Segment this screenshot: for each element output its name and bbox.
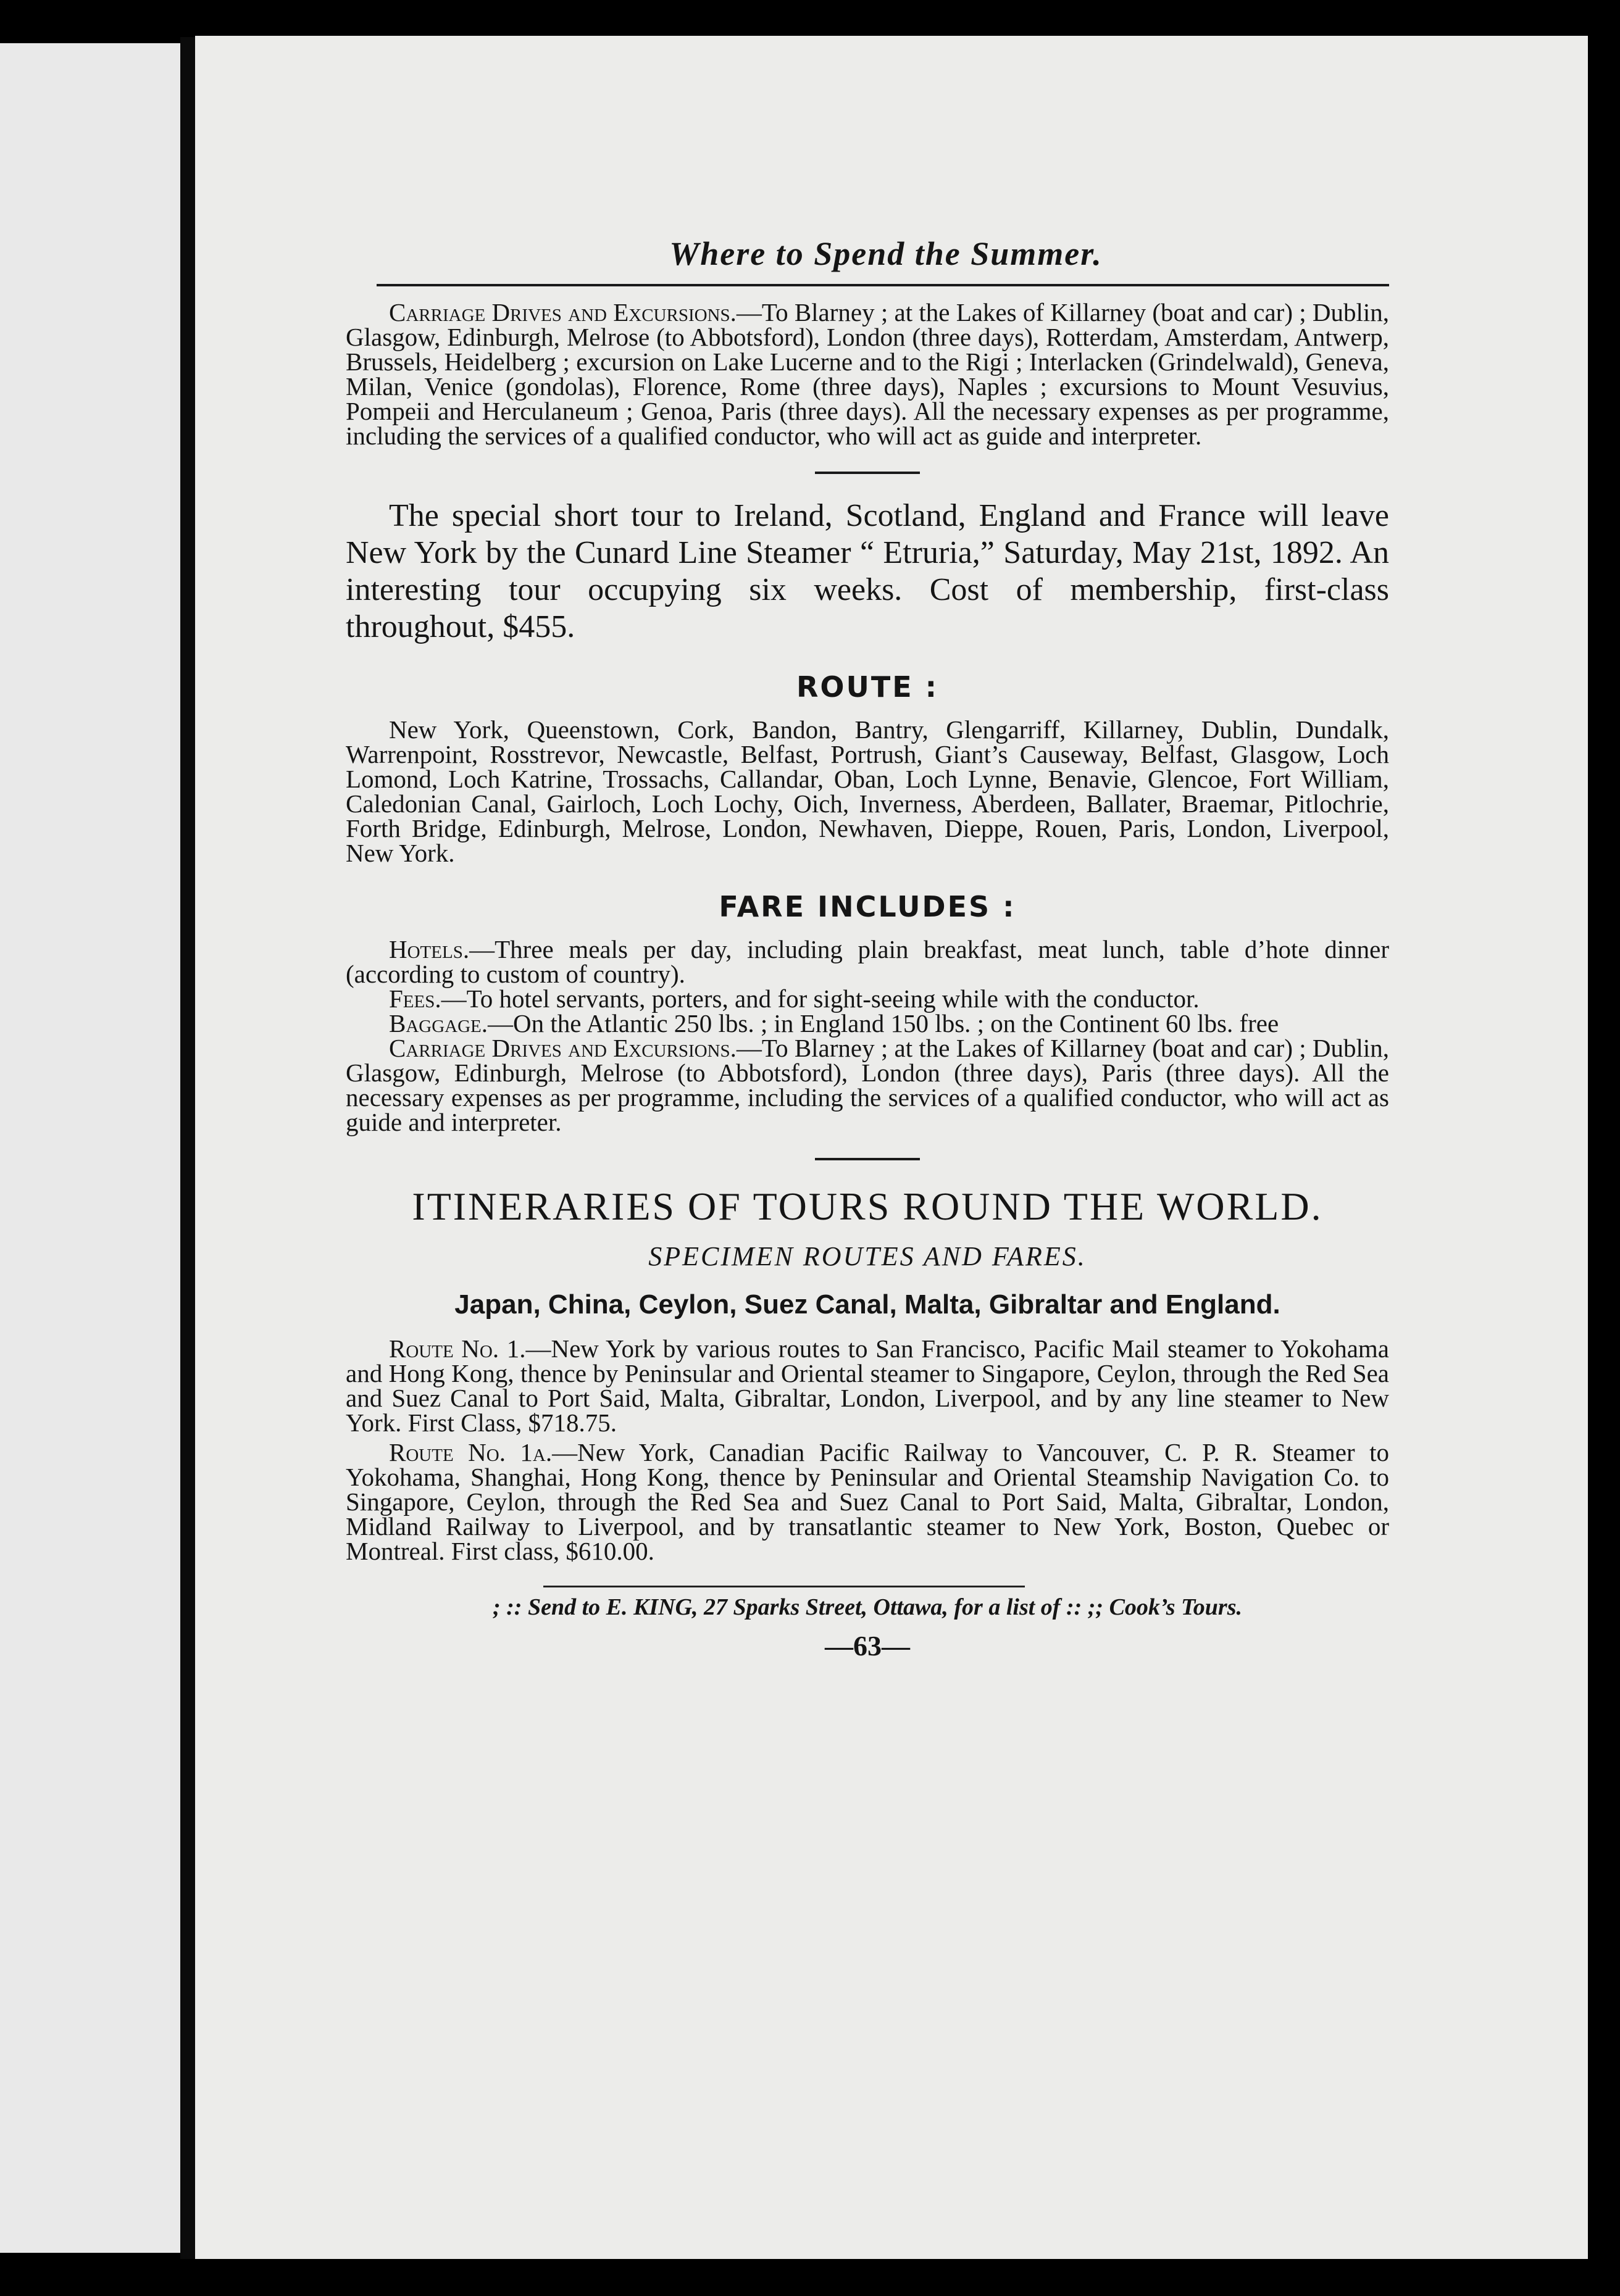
fare-hotels-text: —Three meals per day, including plain breakfast, meat lunch, table d’hote dinner (according to custom of country).: [346, 935, 1389, 988]
footer-rule: [543, 1586, 1025, 1587]
fare-fees: [346, 986, 1389, 1011]
fare-carriage-text: —To Blarney ; at the Lakes of Killarney (boat and car) ; Dublin, Glasgow, Edinburgh, Melrose (to Abbotsford), London (three days), Paris (three days). All the necessary expenses as per programme, including the services of a qualified conductor, who will act as guide and interpreter.: [346, 1034, 1390, 1136]
route-1a-text: —New York, Canadian Pacific Railway to Vancouver, C. P. R. Steamer to Yokohama, Shanghai, Hong Kong, thence by Peninsular and Oriental Steamship Navigation Co. to Singapore, Ceylon, through the Red Sea and Suez Canal to Port Said, Malta, Gibraltar, London, Midland Railway to Liverpool, and by transatlantic steamer to New York, Boston, Quebec or Montreal. First class, $610.00.: [346, 1438, 1390, 1565]
fare-baggage-lead: Baggage.: [389, 1009, 488, 1038]
footer-note: ; :: Send to E. KING, 27 Sparks Street, Ottawa, for a list of :: ;; Cook’s Tours.: [493, 1594, 1242, 1620]
fare-includes-heading: FARE INCLUDES :: [719, 890, 1016, 923]
fare-carriage: [346, 1036, 1389, 1134]
fare-hotels: [346, 937, 1389, 986]
running-head: Where to Spend the Summer.: [669, 235, 1103, 272]
route-group-title: Japan, China, Ceylon, Suez Canal, Malta, Gibraltar and England.: [454, 1289, 1280, 1320]
section-divider: [815, 472, 920, 474]
fare-fees-text: —To hotel servants, porters, and for sight-seeing while with the conductor.: [441, 984, 1200, 1013]
route-1: [346, 1336, 1389, 1435]
route-list: New York, Queenstown, Cork, Bandon, Bantry, Glengarriff, Killarney, Dublin, Dundalk, Warrenpoint, Rosstrevor, Newcastle, Belfast, Portrush, Giant’s Causeway, Belfast, Glasgow, Loch Lomond, Loch Katrine, Trossachs, Callandar, Oban, Loch Lynne, Benavie, Glencoe, Fort William, Caledonian Canal, Gairloch, Loch Lochy, Oich, Inverness, Aberdeen, Ballater, Braemar, Pitlochrie, Forth Bridge, Edinburgh, Melrose, London, Newhaven, Dieppe, Rouen, Paris, London, Liverpool, New York.: [346, 715, 1389, 867]
route-1-lead: Route No. 1.: [389, 1334, 526, 1363]
carriage-excursions-paragraph: [346, 300, 1389, 448]
fare-hotels-lead: Hotels.: [389, 935, 470, 963]
facing-page-edge: [0, 43, 180, 2253]
route-1-text: —New York by various routes to San Francisco, Pacific Mail steamer to Yokohama and Hong Kong, thence by Peninsular and Oriental steamer to Singapore, Ceylon, through the Red Sea and Suez Canal to Port Said, Malta, Gibraltar, London, Liverpool, and by any line steamer to New York. First Class, $718.75.: [346, 1334, 1389, 1437]
fare-baggage: [346, 1011, 1389, 1036]
book-gutter: [180, 37, 195, 2259]
specimen-subtitle: SPECIMEN ROUTES AND FARES.: [648, 1241, 1087, 1271]
route-1a-lead: Route No. 1a.: [389, 1438, 553, 1466]
section-divider: [815, 1158, 920, 1160]
paragraph-lead: Carriage Drives and Excursions.: [389, 298, 737, 327]
paragraph-text: —To Blarney ; at the Lakes of Killarney (boat and car) ; Dublin, Glasgow, Edinburgh, Melrose (to Abbotsford), London (three days), Rotterdam, Amsterdam, Antwerp, Brussels, Heidelberg ; excursion on Lake Lucerne and to the Rigi ; Interlacken (Grindelwald), Geneva, Milan, Venice (gondolas), Florence, Rome (three days), Naples ; excursions to Mount Vesuvius, Pompeii and Herculaneum ; Genoa, Paris (three days). All the necessary expenses as per programme, including the services of a qualified conductor, who will act as guide and interpreter.: [346, 298, 1390, 450]
fare-carriage-lead: Carriage Drives and Excursions.: [389, 1034, 737, 1062]
header-rule: [377, 284, 1389, 286]
itineraries-title: ITINERARIES OF TOURS ROUND THE WORLD.: [412, 1184, 1323, 1228]
scan-border: [0, 2259, 1620, 2296]
page-number: —63—: [825, 1630, 910, 1662]
fare-fees-lead: Fees.: [389, 984, 441, 1013]
fare-baggage-text: —On the Atlantic 250 lbs. ; in England 150 lbs. ; on the Continent 60 lbs. free: [488, 1009, 1279, 1038]
route-1a: [346, 1440, 1389, 1563]
tour-announcement: The special short tour to Ireland, Scotland, England and France will leave New York by the Cunard Line Steamer “ Etruria,” Saturday, May 21st, 1892. An interesting tour occupying six weeks. Cost of membership, first-class throughout, $455.: [346, 498, 1389, 644]
page-content: [346, 235, 1389, 1662]
route-heading: ROUTE :: [796, 670, 939, 704]
